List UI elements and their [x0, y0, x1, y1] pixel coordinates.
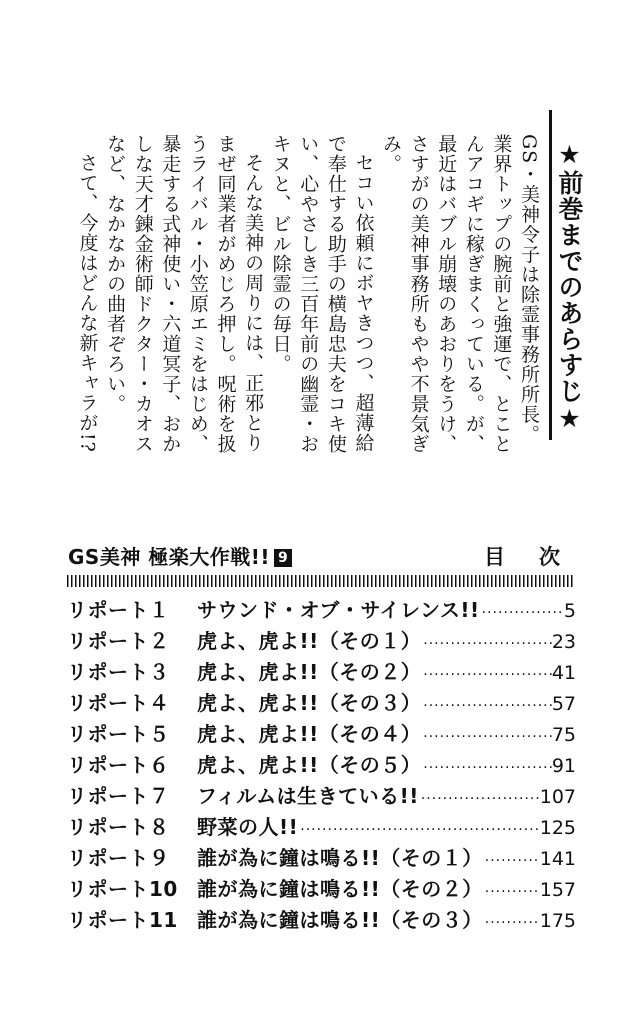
toc-entry-label: リポート10: [67, 877, 178, 901]
toc-leader-dots: [298, 822, 539, 838]
toc-entry-page: 175: [539, 910, 576, 932]
synopsis-paragraph: セコい依頼にボヤきつつ、超薄給で奉仕する助手の横島忠夫をコキ使い、心やさしき三百年前の幽霊・おキヌと、ビル除霊の毎日。: [269, 134, 375, 454]
synopsis-heading: ★前巻までのあらすじ★: [555, 140, 584, 434]
toc-entry[interactable]: [67, 687, 576, 718]
toc-entry-title: フィルムは生きている!!: [197, 784, 419, 808]
toc-entry-title: 誰が為に鐘は鳴る!!（その３）: [197, 908, 483, 932]
toc-entry-label: リポート５: [67, 722, 170, 746]
toc-leader-dots: [421, 636, 552, 652]
toc-entry-page: 75: [551, 724, 576, 746]
toc-entry-title: 誰が為に鐘は鳴る!!（その１）: [197, 846, 483, 870]
toc-entry-title: 野菜の人!!: [197, 815, 299, 839]
toc-leader-dots: [421, 698, 552, 714]
toc-leader-dots: [480, 605, 564, 621]
toc-leader-dots: [483, 915, 540, 931]
toc-entry-page: 107: [539, 786, 576, 808]
toc-entry-label: リポート６: [67, 753, 170, 777]
toc-entry-label: リポート８: [67, 815, 170, 839]
toc-entry[interactable]: [67, 594, 576, 625]
toc-entry[interactable]: [67, 749, 576, 780]
toc-entry-page: 125: [539, 817, 576, 839]
synopsis-paragraph: そんな美神の周りには、正邪とりまぜ同業者がめじろ押し。呪術を扱うライバル・小笠原エミをはじめ、暴走する式神使い・六道冥子、おかしな天才錬金術師ドクター・カオスなど、なかなかの曲者ぞろい。: [104, 134, 265, 454]
synopsis-body: [73, 134, 542, 454]
toc-entry-page: 91: [551, 755, 576, 777]
toc-entry[interactable]: [67, 656, 576, 687]
toc-entry-label: リポート４: [67, 691, 170, 715]
toc-entry-title: 虎よ、虎よ!!（その３）: [197, 691, 422, 715]
toc-entry-title: 虎よ、虎よ!!（その１）: [197, 629, 422, 653]
toc-entry[interactable]: [67, 873, 576, 904]
contents-heading: 目次: [484, 545, 594, 569]
toc-entry-page: 41: [551, 662, 576, 684]
toc-entry-title: 虎よ、虎よ!!（その２）: [197, 660, 422, 684]
toc-entry-label: リポート２: [67, 629, 170, 653]
toc-entry-label: リポート７: [67, 784, 170, 808]
toc-list: [67, 594, 576, 935]
synopsis-divider: [549, 110, 552, 440]
hatched-divider: [67, 575, 574, 587]
toc-leader-dots: [419, 791, 540, 807]
toc-leader-dots: [421, 667, 552, 683]
toc-entry-page: 141: [539, 848, 576, 870]
volume-badge: 9: [274, 549, 292, 567]
toc-entry-title: 虎よ、虎よ!!（その５）: [197, 753, 422, 777]
toc-entry-page: 23: [551, 631, 576, 653]
toc-leader-dots: [421, 760, 552, 776]
toc-entry-label: リポート３: [67, 660, 170, 684]
toc-leader-dots: [483, 853, 540, 869]
series-title: [68, 541, 292, 570]
toc-entry[interactable]: [67, 780, 576, 811]
toc-entry[interactable]: [67, 842, 576, 873]
toc-entry[interactable]: [67, 718, 576, 749]
toc-entry-label: リポート11: [67, 908, 178, 932]
series-title-text: GS美神 極楽大作戦!!: [68, 545, 271, 569]
toc-entry-page: 5: [563, 600, 576, 622]
toc-leader-dots: [483, 884, 540, 900]
toc-entry-page: 57: [551, 693, 576, 715]
toc-entry[interactable]: [67, 625, 576, 656]
toc-entry[interactable]: [67, 904, 576, 935]
synopsis-paragraph: さて、今度はどんな新キャラが!?: [76, 153, 99, 453]
toc-leader-dots: [421, 729, 552, 745]
toc-entry-label: リポート９: [67, 846, 170, 870]
toc-entry-title: サウンド・オブ・サイレンス!!: [197, 598, 480, 622]
toc-entry[interactable]: [67, 811, 576, 842]
toc-entry-title: 誰が為に鐘は鳴る!!（その２）: [197, 877, 483, 901]
toc-entry-page: 157: [539, 879, 576, 901]
toc-entry-title: 虎よ、虎よ!!（その４）: [197, 722, 422, 746]
toc-entry-label: リポート１: [67, 598, 170, 622]
synopsis-paragraph: GS・美神令子は除霊事務所所長。業界トップの腕前と強運で、とことんアコギに稼ぎまくっている。が、最近はバブル崩壊のあおりをうけ、さすがの美神事務所もやや不景気ぎみ。: [380, 134, 540, 454]
